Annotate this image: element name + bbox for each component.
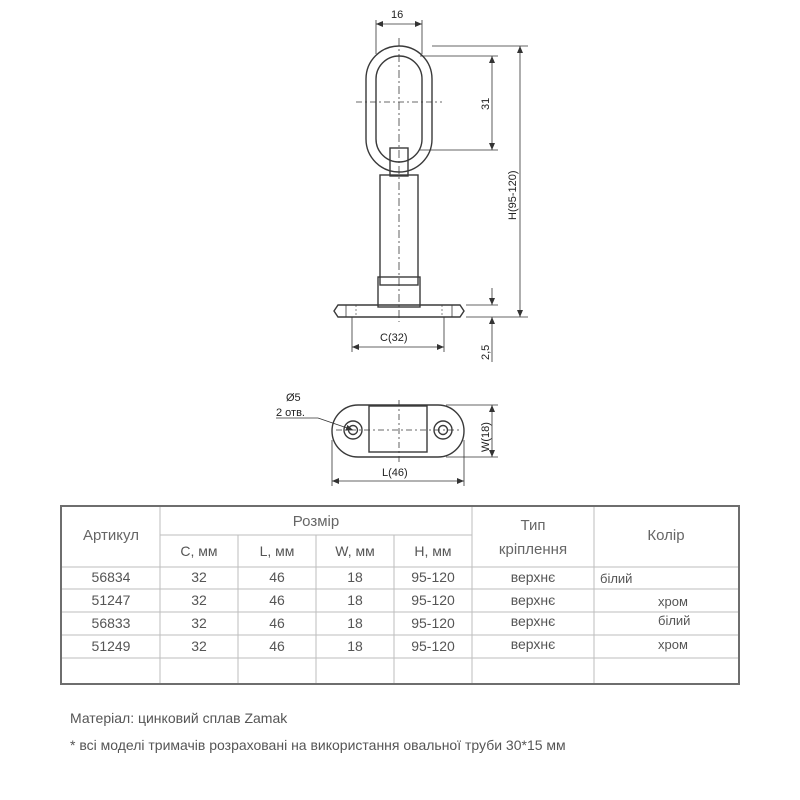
dim-label-31: 31 <box>480 97 492 110</box>
header-l: L, мм <box>259 543 295 559</box>
table-cell-mount: верхнє <box>510 592 556 608</box>
table-cell-mount: верхнє <box>510 613 556 629</box>
material-note: Матеріал: цинковий сплав Zamak <box>70 710 288 726</box>
table-cell-color: хром <box>658 594 688 609</box>
table-cell-w: 18 <box>347 569 363 585</box>
table-cell-c: 32 <box>191 638 207 654</box>
table-cell-l: 46 <box>269 592 285 608</box>
header-c: C, мм <box>180 543 218 559</box>
header-h: H, мм <box>414 543 452 559</box>
header-w: W, мм <box>335 543 375 559</box>
table-cell-h: 95-120 <box>411 638 455 654</box>
dim-label-base-thickness: 2,5 <box>480 344 492 360</box>
header-size: Розмір <box>292 513 340 530</box>
dim-label-base-c: C(32) <box>380 332 408 344</box>
header-color: Колір <box>647 527 685 544</box>
table-cell-color: білий <box>658 613 691 628</box>
table-cell-w: 18 <box>347 592 363 608</box>
plate-square-socket <box>369 406 427 452</box>
table-cell-article: 51247 <box>91 592 131 608</box>
table-cell-article: 56834 <box>91 569 131 585</box>
hole-dia-label: Ø5 <box>286 392 301 404</box>
table-cell-color: білий <box>600 571 633 586</box>
header-article: Артикул <box>83 527 139 544</box>
header-mount-line1: Тип <box>520 517 546 534</box>
plate-top-view <box>332 400 464 462</box>
table-cell-c: 32 <box>191 615 207 631</box>
table-cell-color: хром <box>658 637 688 652</box>
table-cell-w: 18 <box>347 638 363 654</box>
plate-outline <box>332 405 464 457</box>
dim-label-16: 16 <box>391 9 404 21</box>
header-mount-line2: кріплення <box>498 541 568 558</box>
dim-width-16 <box>376 20 422 54</box>
hole-leader <box>276 418 353 430</box>
table-cell-h: 95-120 <box>411 569 455 585</box>
pipe-footnote: * всі моделі тримачів розраховані на використання овальної труби 30*15 мм <box>70 737 566 753</box>
table-cell-c: 32 <box>191 592 207 608</box>
dim-label-plate-width: W(18) <box>480 422 492 452</box>
holder-side-view <box>334 38 464 322</box>
dim-label-plate-length: L(46) <box>382 467 408 479</box>
table-cell-c: 32 <box>191 569 207 585</box>
table-cell-mount: верхнє <box>510 569 556 585</box>
dim-plate-length <box>332 440 464 486</box>
spec-table <box>60 505 740 685</box>
hole-count-label: 2 отв. <box>276 407 305 419</box>
table-cell-l: 46 <box>269 638 285 654</box>
table-cell-h: 95-120 <box>411 615 455 631</box>
table-cell-article: 51249 <box>91 638 131 654</box>
table-cell-article: 56833 <box>91 615 131 631</box>
table-cell-l: 46 <box>269 615 285 631</box>
dim-label-height-total: H(95-120) <box>507 170 519 220</box>
table-cell-l: 46 <box>269 569 285 585</box>
table-cell-h: 95-120 <box>411 592 455 608</box>
table-cell-mount: верхнє <box>510 636 556 652</box>
table-cell-w: 18 <box>347 615 363 631</box>
